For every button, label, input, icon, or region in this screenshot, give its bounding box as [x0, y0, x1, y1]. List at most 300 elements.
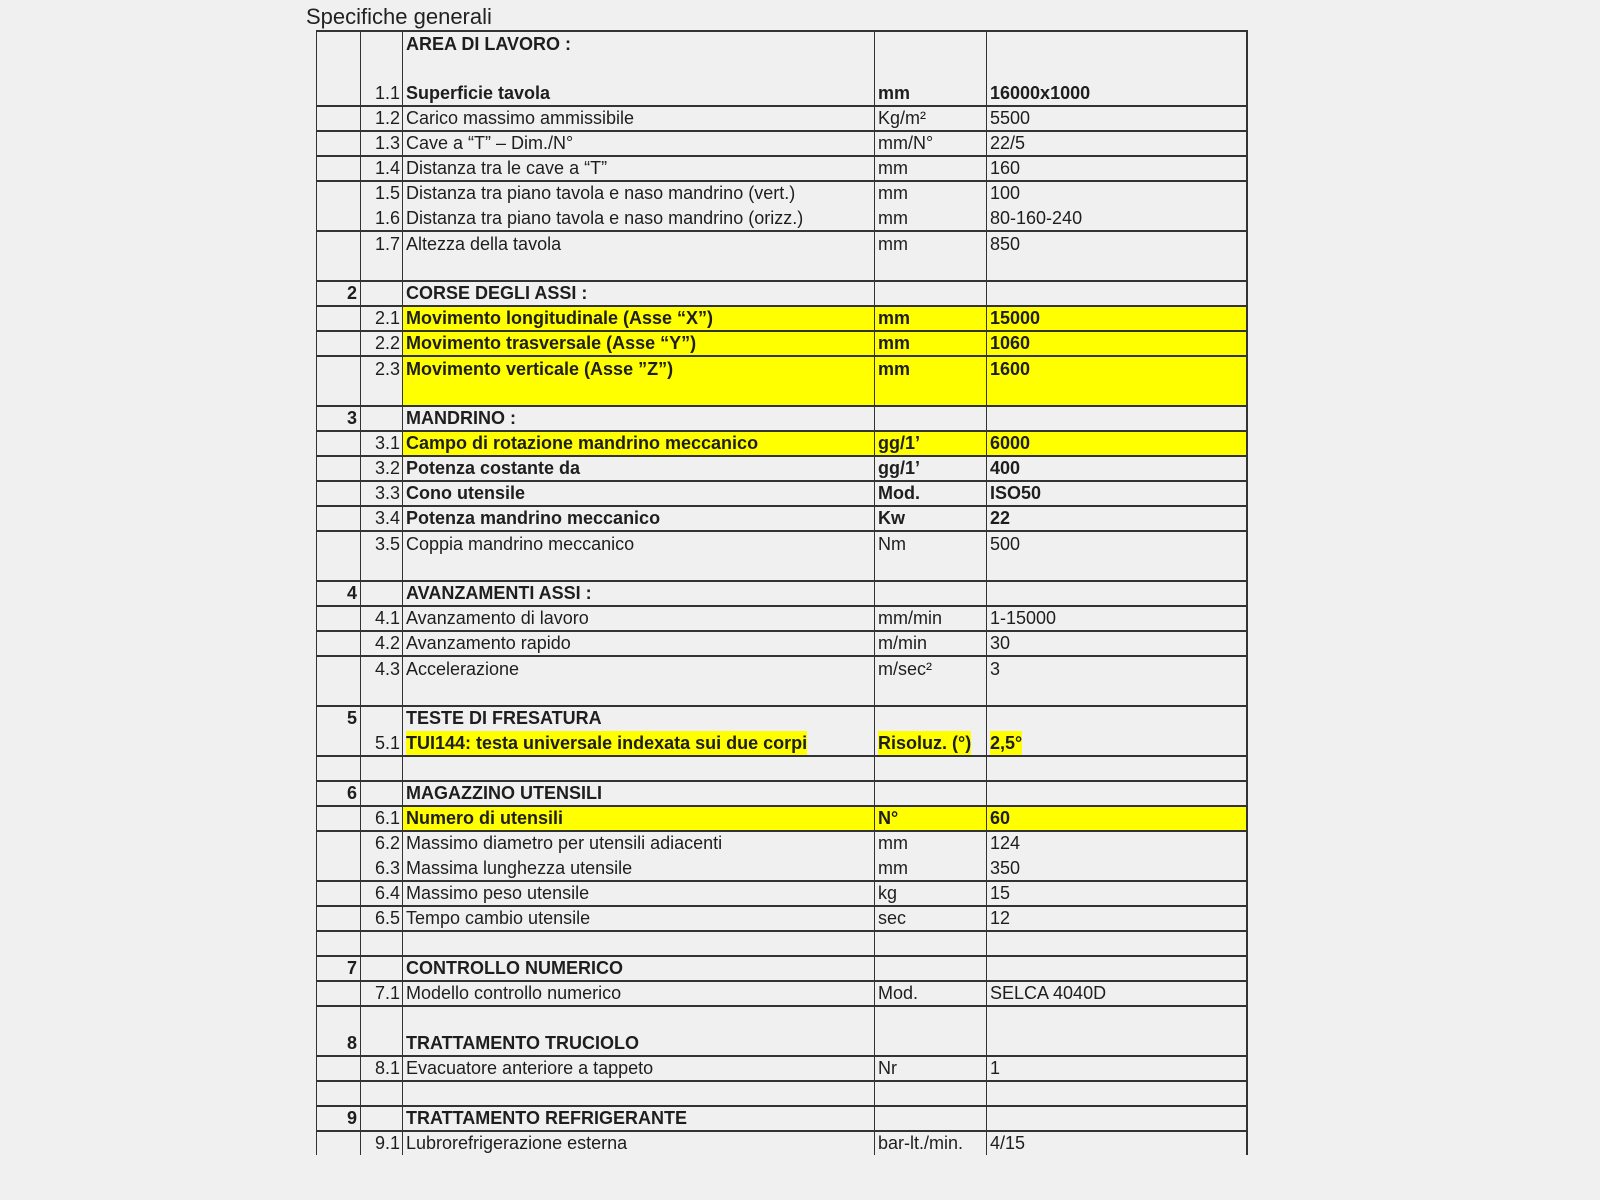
description: Potenza costante da — [406, 458, 581, 478]
value-cell — [986, 1132, 1248, 1155]
description: Accelerazione — [406, 659, 520, 679]
unit-cell — [874, 182, 986, 205]
item-number: 2.1 — [374, 308, 400, 328]
value: 850 — [990, 234, 1021, 254]
description: Potenza mandrino meccanico — [406, 508, 661, 528]
unit-cell — [874, 757, 986, 780]
value-cell — [986, 632, 1248, 655]
section-number-cell — [316, 1007, 360, 1055]
unit: gg/1’ — [878, 458, 921, 478]
item-number: 1.2 — [374, 108, 400, 128]
spec-row — [316, 530, 1248, 580]
section-header-row — [316, 580, 1248, 605]
description-cell — [402, 1107, 874, 1130]
section-number: 6 — [346, 783, 357, 803]
spec-row — [316, 980, 1248, 1005]
section-number: 4 — [346, 583, 357, 603]
section-number-cell — [316, 657, 360, 705]
value: 22 — [990, 508, 1011, 528]
item-number: 6.2 — [374, 833, 400, 853]
value-cell — [986, 407, 1248, 430]
description: Massimo diametro per utensili adiacenti — [406, 833, 723, 853]
unit: kg — [878, 883, 898, 903]
value-cell — [986, 182, 1248, 205]
value-cell — [986, 80, 1248, 105]
description: Distanza tra piano tavola e naso mandrino (vert.) — [406, 183, 796, 203]
item-number-cell — [360, 707, 402, 730]
spec-row — [316, 630, 1248, 655]
item-number-cell — [360, 730, 402, 755]
unit-cell — [874, 730, 986, 755]
description: TRATTAMENTO TRUCIOLO — [406, 1033, 639, 1053]
spec-row — [316, 1055, 1248, 1080]
description-cell — [402, 482, 874, 505]
item-number-cell — [360, 782, 402, 805]
description-cell — [402, 582, 874, 605]
description: TESTE DI FRESATURA — [406, 708, 602, 728]
value-cell — [986, 730, 1248, 755]
value: 500 — [990, 534, 1021, 554]
section-number-cell — [316, 957, 360, 980]
spec-row — [316, 905, 1248, 930]
item-number-cell — [360, 282, 402, 305]
unit: mm — [878, 833, 908, 853]
value: 60 — [990, 808, 1011, 828]
section-header-row — [316, 705, 1248, 730]
description-cell — [402, 807, 874, 830]
unit: Risoluz. (°) — [878, 733, 972, 753]
unit-cell — [874, 80, 986, 105]
item-number-cell — [360, 982, 402, 1005]
section-number: 7 — [346, 958, 357, 978]
item-number: 6.3 — [374, 858, 400, 878]
item-number-cell — [360, 907, 402, 930]
section-number-cell — [316, 1132, 360, 1155]
section-number-cell — [316, 882, 360, 905]
spec-row — [316, 155, 1248, 180]
description: Modello controllo numerico — [406, 983, 622, 1003]
section-number-cell — [316, 205, 360, 230]
description: TRATTAMENTO REFRIGERANTE — [406, 1108, 687, 1128]
unit: mm — [878, 208, 908, 228]
description: CORSE DEGLI ASSI : — [406, 283, 588, 303]
item-number-cell — [360, 107, 402, 130]
section-number-cell — [316, 80, 360, 105]
description: MAGAZZINO UTENSILI — [406, 783, 602, 803]
unit: mm — [878, 359, 911, 379]
spacer-row — [316, 930, 1248, 955]
item-number: 5.1 — [374, 733, 400, 753]
value-cell — [986, 782, 1248, 805]
item-number: 1.6 — [374, 208, 400, 228]
value-cell — [986, 282, 1248, 305]
item-number: 6.1 — [374, 808, 400, 828]
description-cell — [402, 757, 874, 780]
item-number-cell — [360, 1057, 402, 1080]
section-header-row — [316, 1005, 1248, 1055]
description-cell — [402, 882, 874, 905]
description-cell — [402, 205, 874, 230]
spec-table — [316, 30, 1248, 1155]
value-cell — [986, 532, 1248, 580]
value-cell — [986, 707, 1248, 730]
item-number: 4.2 — [374, 633, 400, 653]
item-number-cell — [360, 32, 402, 80]
description: Carico massimo ammissibile — [406, 108, 635, 128]
item-number: 4.1 — [374, 608, 400, 628]
unit: m/sec² — [878, 659, 932, 679]
section-number-cell — [316, 832, 360, 855]
spec-row — [316, 205, 1248, 230]
value: 3 — [990, 659, 1001, 679]
section-number-cell — [316, 232, 360, 280]
item-number-cell — [360, 307, 402, 330]
value-cell — [986, 855, 1248, 880]
description: Movimento longitudinale (Asse “X”) — [406, 308, 714, 328]
item-number-cell — [360, 232, 402, 280]
unit: mm — [878, 234, 908, 254]
spec-row — [316, 605, 1248, 630]
spec-row — [316, 655, 1248, 705]
item-number-cell — [360, 957, 402, 980]
item-number-cell — [360, 1007, 402, 1055]
unit: bar-lt./min. — [878, 1133, 964, 1153]
item-number-cell — [360, 432, 402, 455]
value-cell — [986, 357, 1248, 405]
unit: Mod. — [878, 483, 920, 503]
unit-cell — [874, 32, 986, 80]
unit-cell — [874, 657, 986, 705]
description-cell — [402, 332, 874, 355]
section-number-cell — [316, 582, 360, 605]
description-cell — [402, 1007, 874, 1055]
item-number: 1.1 — [374, 83, 400, 103]
unit-cell — [874, 957, 986, 980]
section-number-cell — [316, 357, 360, 405]
description-cell — [402, 407, 874, 430]
value-cell — [986, 1057, 1248, 1080]
value-cell — [986, 1007, 1248, 1055]
unit: Nr — [878, 1058, 897, 1078]
value-cell — [986, 907, 1248, 930]
description-cell — [402, 357, 874, 405]
spec-row — [316, 480, 1248, 505]
unit-cell — [874, 457, 986, 480]
item-number-cell — [360, 632, 402, 655]
unit: mm — [878, 858, 908, 878]
unit-cell — [874, 1007, 986, 1055]
value-cell — [986, 482, 1248, 505]
description: Altezza della tavola — [406, 234, 562, 254]
spec-row — [316, 1130, 1248, 1155]
section-number-cell — [316, 532, 360, 580]
unit-cell — [874, 782, 986, 805]
description: Movimento verticale (Asse ”Z”) — [406, 359, 674, 379]
description-cell — [402, 632, 874, 655]
value-cell — [986, 432, 1248, 455]
description-cell — [402, 232, 874, 280]
section-number: 2 — [346, 283, 357, 303]
document-title: Specifiche generali — [306, 4, 492, 29]
unit-cell — [874, 982, 986, 1005]
unit: gg/1’ — [878, 433, 921, 453]
section-number-cell — [316, 432, 360, 455]
value: ISO50 — [990, 483, 1042, 503]
section-number-cell — [316, 457, 360, 480]
spec-row — [316, 455, 1248, 480]
description: Distanza tra le cave a “T” — [406, 158, 608, 178]
unit: sec — [878, 908, 907, 928]
unit: mm/N° — [878, 133, 934, 153]
description: Massima lunghezza utensile — [406, 858, 633, 878]
description: Campo di rotazione mandrino meccanico — [406, 433, 759, 453]
description-cell — [402, 532, 874, 580]
description: Massimo peso utensile — [406, 883, 590, 903]
item-number-cell — [360, 1107, 402, 1130]
unit-cell — [874, 107, 986, 130]
unit-cell — [874, 832, 986, 855]
section-number-cell — [316, 782, 360, 805]
value-cell — [986, 932, 1248, 955]
item-number-cell — [360, 1082, 402, 1105]
section-number-cell — [316, 332, 360, 355]
section-number-cell — [316, 907, 360, 930]
value-cell — [986, 507, 1248, 530]
unit-cell — [874, 532, 986, 580]
item-number: 2.3 — [374, 359, 400, 379]
unit-cell — [874, 807, 986, 830]
item-number-cell — [360, 507, 402, 530]
item-number-cell — [360, 157, 402, 180]
section-number-cell — [316, 32, 360, 80]
spacer-row — [316, 755, 1248, 780]
section-number-cell — [316, 730, 360, 755]
description-cell — [402, 1082, 874, 1105]
value: 6000 — [990, 433, 1031, 453]
section-number-cell — [316, 632, 360, 655]
item-number-cell — [360, 182, 402, 205]
description-cell — [402, 607, 874, 630]
item-number-cell — [360, 332, 402, 355]
value-cell — [986, 757, 1248, 780]
item-number-cell — [360, 532, 402, 580]
description-cell — [402, 507, 874, 530]
unit-cell — [874, 282, 986, 305]
value-cell — [986, 832, 1248, 855]
spec-row — [316, 880, 1248, 905]
item-number: 3.4 — [374, 508, 400, 528]
item-number-cell — [360, 132, 402, 155]
unit-cell — [874, 507, 986, 530]
spec-row — [316, 130, 1248, 155]
value-cell — [986, 107, 1248, 130]
description: Avanzamento rapido — [406, 633, 571, 653]
unit: Nm — [878, 534, 906, 554]
item-number-cell — [360, 882, 402, 905]
description: MANDRINO : — [406, 408, 516, 428]
item-number: 6.5 — [374, 908, 400, 928]
spec-row — [316, 80, 1248, 105]
unit-cell — [874, 855, 986, 880]
section-number-cell — [316, 507, 360, 530]
item-number: 3.5 — [374, 534, 400, 554]
value: 16000x1000 — [990, 83, 1091, 103]
item-number: 1.5 — [374, 183, 400, 203]
description: Tempo cambio utensile — [406, 908, 591, 928]
unit-cell — [874, 707, 986, 730]
section-number-cell — [316, 932, 360, 955]
item-number: 2.2 — [374, 333, 400, 353]
value: 1060 — [990, 333, 1031, 353]
unit-cell — [874, 582, 986, 605]
description-cell — [402, 832, 874, 855]
unit-cell — [874, 432, 986, 455]
description: Cave a “T” – Dim./N° — [406, 133, 574, 153]
description-cell — [402, 957, 874, 980]
value-cell — [986, 957, 1248, 980]
unit: mm — [878, 333, 911, 353]
description: Lubrorefrigerazione esterna — [406, 1133, 628, 1153]
value: 22/5 — [990, 133, 1026, 153]
item-number-cell — [360, 832, 402, 855]
item-number: 9.1 — [374, 1133, 400, 1153]
value-cell — [986, 157, 1248, 180]
value-cell — [986, 807, 1248, 830]
value-cell — [986, 32, 1248, 80]
unit-cell — [874, 932, 986, 955]
value: 350 — [990, 858, 1021, 878]
section-header-row — [316, 405, 1248, 430]
description-cell — [402, 982, 874, 1005]
value-cell — [986, 582, 1248, 605]
section-number-cell — [316, 182, 360, 205]
item-number: 1.4 — [374, 158, 400, 178]
spec-row — [316, 505, 1248, 530]
section-number-cell — [316, 307, 360, 330]
description: Superficie tavola — [406, 83, 551, 103]
value-cell — [986, 457, 1248, 480]
item-number-cell — [360, 807, 402, 830]
unit: mm — [878, 83, 911, 103]
value: 124 — [990, 833, 1021, 853]
unit: Kg/m² — [878, 108, 927, 128]
value-cell — [986, 882, 1248, 905]
description: TUI144: testa universale indexata sui due corpi — [406, 733, 808, 753]
section-number-cell — [316, 807, 360, 830]
unit: mm/min — [878, 608, 942, 628]
unit-cell — [874, 132, 986, 155]
section-header-row — [316, 780, 1248, 805]
value: 80-160-240 — [990, 208, 1083, 228]
value-cell — [986, 1082, 1248, 1105]
description-cell — [402, 107, 874, 130]
item-number-cell — [360, 357, 402, 405]
spec-row — [316, 830, 1248, 855]
section-number-cell — [316, 132, 360, 155]
unit-cell — [874, 407, 986, 430]
item-number-cell — [360, 607, 402, 630]
value: 100 — [990, 183, 1021, 203]
value: 160 — [990, 158, 1021, 178]
description: CONTROLLO NUMERICO — [406, 958, 623, 978]
value: 2,5° — [990, 733, 1023, 753]
value-cell — [986, 307, 1248, 330]
description: Distanza tra piano tavola e naso mandrino (orizz.) — [406, 208, 804, 228]
section-number: 9 — [346, 1108, 357, 1128]
description: AREA DI LAVORO : — [406, 34, 571, 54]
unit-cell — [874, 907, 986, 930]
description-cell — [402, 132, 874, 155]
description-cell — [402, 182, 874, 205]
value: 400 — [990, 458, 1021, 478]
section-header-row — [316, 280, 1248, 305]
item-number-cell — [360, 482, 402, 505]
value-cell — [986, 982, 1248, 1005]
item-number-cell — [360, 407, 402, 430]
unit-cell — [874, 1082, 986, 1105]
item-number-cell — [360, 457, 402, 480]
unit-cell — [874, 1057, 986, 1080]
unit: Mod. — [878, 983, 919, 1003]
item-number-cell — [360, 582, 402, 605]
description: Movimento trasversale (Asse “Y”) — [406, 333, 697, 353]
spec-row — [316, 305, 1248, 330]
description: Numero di utensili — [406, 808, 564, 828]
value: 15 — [990, 883, 1011, 903]
description-cell — [402, 32, 874, 80]
unit-cell — [874, 205, 986, 230]
unit: mm — [878, 183, 908, 203]
spec-row — [316, 805, 1248, 830]
unit-cell — [874, 357, 986, 405]
description-cell — [402, 307, 874, 330]
item-number-cell — [360, 657, 402, 705]
item-number-cell — [360, 757, 402, 780]
description-cell — [402, 657, 874, 705]
unit-cell — [874, 632, 986, 655]
section-number-cell — [316, 707, 360, 730]
description-cell — [402, 855, 874, 880]
description-cell — [402, 80, 874, 105]
section-number: 3 — [346, 408, 357, 428]
value-cell — [986, 1107, 1248, 1130]
spec-row — [316, 355, 1248, 405]
value-cell — [986, 657, 1248, 705]
value: 1-15000 — [990, 608, 1057, 628]
description-cell — [402, 432, 874, 455]
section-number-cell — [316, 1082, 360, 1105]
section-number-cell — [316, 855, 360, 880]
unit-cell — [874, 307, 986, 330]
section-header-row — [316, 1105, 1248, 1130]
value-cell — [986, 232, 1248, 280]
unit-cell — [874, 882, 986, 905]
item-number: 4.3 — [374, 659, 400, 679]
item-number: 6.4 — [374, 883, 400, 903]
unit: N° — [878, 808, 899, 828]
description-cell — [402, 782, 874, 805]
value: 1600 — [990, 359, 1031, 379]
item-number-cell — [360, 205, 402, 230]
unit-cell — [874, 482, 986, 505]
unit-cell — [874, 1107, 986, 1130]
unit: mm — [878, 158, 908, 178]
item-number-cell — [360, 855, 402, 880]
description-cell — [402, 282, 874, 305]
value: 15000 — [990, 308, 1041, 328]
unit: m/min — [878, 633, 927, 653]
spacer-row — [316, 1080, 1248, 1105]
